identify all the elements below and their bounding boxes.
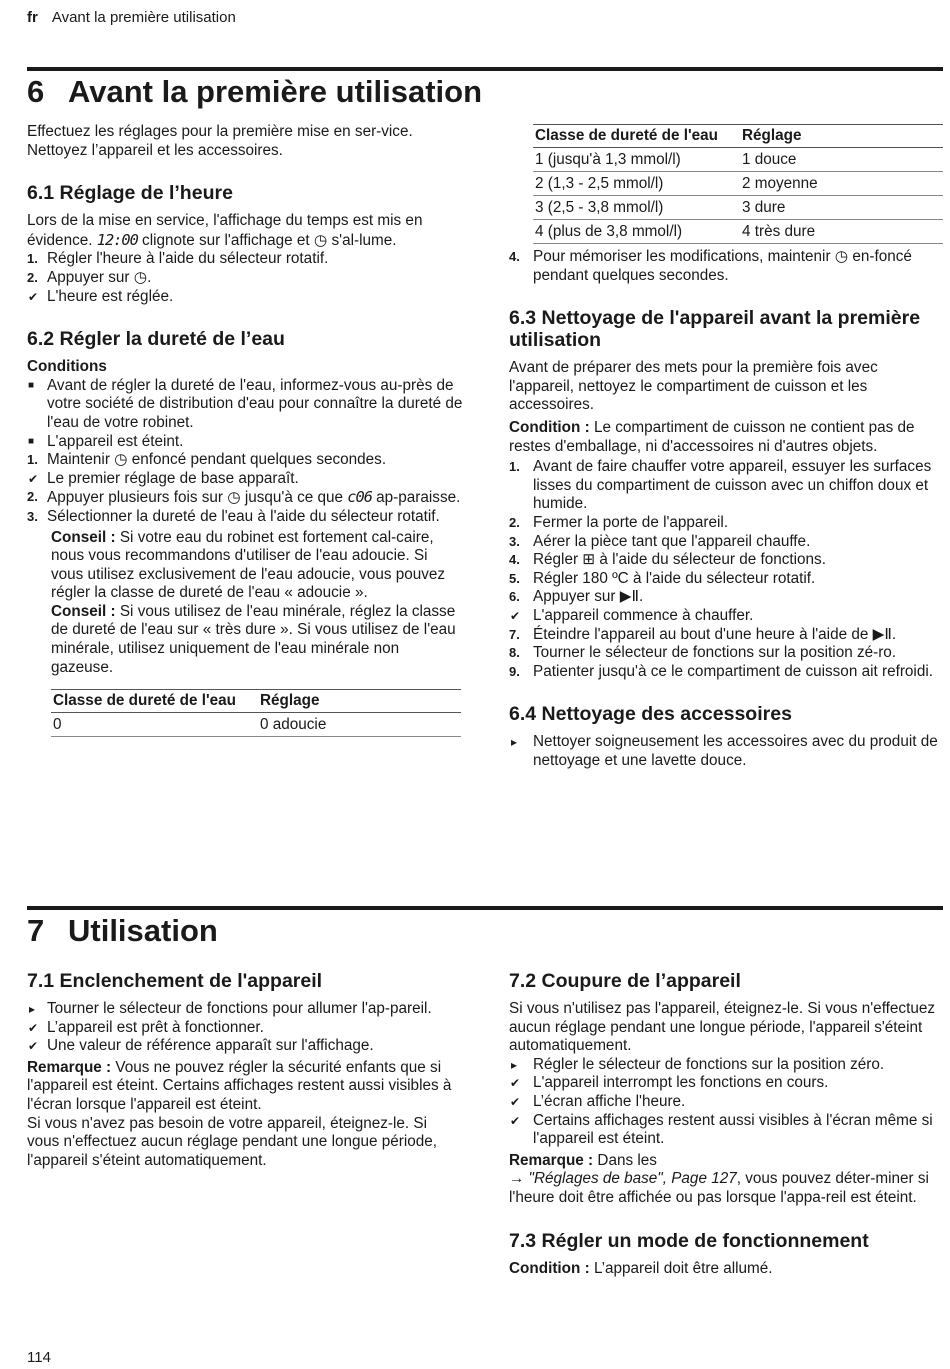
chapter-6-title: 6 Avant la première utilisation (27, 74, 483, 109)
list-item: 2. Fermer la porte de l'appareil. (509, 514, 945, 533)
table-header-row: Classe de dureté de l'eau Réglage (51, 690, 461, 713)
section-7-2-title: 7.2 Coupure de l’appareil (509, 970, 741, 992)
section-7-1-title: 7.1 Enclenchement de l'appareil (27, 970, 323, 992)
section-7-1-steps (27, 1000, 463, 1056)
section-6-4-steps (509, 733, 945, 770)
cross-reference-link[interactable]: → "Réglages de base", Page 127 (509, 1170, 737, 1188)
result-item: ✔ Certains affichages restent aussi visibles à l'écran même si l'appareil est éteint. (509, 1112, 945, 1149)
list-item: 1. Régler l'heure à l'aide du sélecteur rotatif. (27, 250, 463, 269)
chapter-7-right-column (509, 970, 945, 1278)
section-7-1-note-2: Si vous n'avez pas besoin de votre appareil, éteignez-le. Si vous n'effectuez aucun réglage pendant une longue période, l'appareil s'éteint automatiquement. (27, 1114, 438, 1169)
list-item: 1. Avant de faire chauffer votre appareil, essuyer les surfaces lisses du compartiment de cuisson avec un chiffon doux et humide. (509, 458, 945, 514)
section-6-2-title: 6.2 Régler la dureté de l’eau (27, 328, 285, 351)
result-item: ✔ L'appareil commence à chauffer. (509, 607, 945, 626)
clock-icon: ◷ (313, 231, 328, 249)
running-header (27, 9, 236, 28)
section-6-2-steps-cont (509, 248, 945, 285)
action-item: ▸ Tourner le sélecteur de fonctions pour allumer l'ap-pareil. (27, 1000, 463, 1019)
section-6-3-title: 6.3 Nettoyage de l'appareil avant la première utilisation (509, 307, 921, 352)
water-hardness-table-part-1 (51, 689, 461, 737)
section-6-3-intro: Avant de préparer des mets pour la première fois avec l'appareil, nettoyez le compartiment de cuisson et les accessoires. (509, 359, 878, 414)
tip-2: Conseil : Si vous utilisez de l'eau minérale, réglez la classe de dureté de l'eau sur « très dure ». Si vous utilisez de l'eau minérale, utilisez uniquement de l'eau minérale non gazeuse. (51, 602, 456, 676)
table-header-row: Classe de dureté de l'eau Réglage (533, 125, 943, 148)
list-item: 8. Tourner le sélecteur de fonctions sur la position zé-ro. (509, 644, 945, 663)
result-item: ✔ L’écran affiche l'heure. (509, 1093, 945, 1112)
section-6-1-title: 6.1 Réglage de l’heure (27, 182, 233, 205)
tip-1: Conseil : Si votre eau du robinet est fortement cal-caire, nous vous recommandons d'utiliser de l'eau adoucie. Si vous utilisez exclusivement de l'eau adoucie, vous pouvez régler la classe de dureté de l'eau « adoucie ». (51, 528, 446, 602)
list-item: 9. Patienter jusqu'à ce le compartiment de cuisson ait refroidi. (509, 663, 945, 682)
chapter-rule (27, 67, 943, 71)
section-7-3-condition: Condition : L’appareil doit être allumé. (509, 1259, 773, 1277)
list-item: 3. Aérer la pièce tant que l'appareil chauffe. (509, 533, 945, 552)
language-code: fr (27, 9, 38, 26)
display-code: c06 (347, 488, 372, 507)
result-item: ✔ L'appareil interrompt les fonctions en cours. (509, 1074, 945, 1093)
list-item: 4. Régler ⊞ à l'aide du sélecteur de fonctions. (509, 551, 945, 570)
section-7-1-note: Remarque : Vous ne pouvez régler la sécurité enfants que si l'appareil est éteint. Certains affichages restent aussi visibles à l'écran lorsque l'appareil est éteint. (27, 1058, 452, 1113)
table-row: 4 (plus de 3,8 mmol/l) 4 très dure (533, 220, 943, 244)
section-6-3-condition: Condition : Le compartiment de cuisson ne contient pas de restes d'emballage, ni d'accessoires ni d'autres objets. (509, 418, 915, 455)
result-item: ✔ L’appareil est prêt à fonctionner. (27, 1019, 463, 1038)
header-title: Avant la première utilisation (51, 9, 236, 26)
section-6-1-text: Lors de la mise en service, l'affichage du temps est mis en évidence. 12:00 clignote sur l'affichage et ◷ s'al-lume. (27, 212, 423, 249)
list-item: 2. Appuyer plusieurs fois sur ◷ jusqu'à ce que c06 ap-paraisse. (27, 488, 463, 508)
list-item: 4. Pour mémoriser les modifications, maintenir ◷ en-foncé pendant quelques secondes. (509, 248, 945, 285)
action-item: ▸ Nettoyer soigneusement les accessoires avec du produit de nettoyage et une lavette douce. (509, 733, 945, 770)
section-6-3-steps (509, 458, 945, 681)
section-6-2-steps (27, 377, 463, 527)
result-item: ✔ Une valeur de référence apparaît sur l'affichage. (27, 1037, 463, 1056)
result-item: ✔ Le premier réglage de base apparaît. (27, 470, 463, 489)
condition-item: ■ L'appareil est éteint. (27, 433, 463, 452)
result-item: ✔ L'heure est réglée. (27, 288, 463, 307)
section-6-1-steps (27, 250, 463, 306)
page-number: 114 (27, 1349, 51, 1366)
table-row: 3 (2,5 - 3,8 mmol/l) 3 dure (533, 196, 943, 220)
chapter-6-intro: Effectuez les réglages pour la première mise en ser-vice. Nettoyez l’appareil et les accessoires. (27, 123, 413, 159)
section-7-2-note: Remarque : Dans les → "Réglages de base", Page 127, vous pouvez déter-miner si l'heure doit être affichée ou pas lorsque l'appa-reil est éteint. (509, 1151, 929, 1206)
conditions-label: Conditions (27, 358, 107, 376)
water-hardness-table-part-2 (533, 124, 943, 244)
table-row: 0 0 adoucie (51, 713, 461, 737)
chapter-7-title: 7 Utilisation (27, 913, 218, 948)
condition-item: ■ Avant de régler la dureté de l'eau, informez-vous au-près de votre société de distribution d'eau pour connaître la dureté de l'eau de votre robinet. (27, 377, 463, 433)
list-item: 7. Éteindre l'appareil au bout d'une heure à l'aide de ▶︎Ⅱ. (509, 626, 945, 645)
chapter-rule (27, 906, 943, 910)
section-6-4-title: 6.4 Nettoyage des accessoires (509, 703, 792, 726)
list-item: 1. Maintenir ◷ enfoncé pendant quelques secondes. (27, 451, 463, 470)
section-7-2-intro: Si vous n'utilisez pas l'appareil, éteignez-le. Si vous n'effectuez aucun réglage pendant une longue période, l'appareil s'éteint automatiquement. (509, 1000, 935, 1055)
list-item: 2. Appuyer sur ◷. (27, 269, 463, 288)
action-item: ▸ Régler le sélecteur de fonctions sur la position zéro. (509, 1056, 945, 1075)
chapter-6-left-column (27, 123, 463, 737)
display-time: 12:00 (96, 230, 138, 249)
chapter-7-left-column (27, 970, 463, 1170)
list-item: 3. Sélectionner la dureté de l'eau à l'aide du sélecteur rotatif. (27, 508, 463, 527)
section-7-3-title: 7.3 Régler un mode de fonctionnement (509, 1229, 869, 1252)
chapter-6-right-column (509, 124, 945, 770)
list-item: 5. Régler 180 ºC à l'aide du sélecteur rotatif. (509, 570, 945, 589)
table-row: 1 (jusqu'à 1,3 mmol/l) 1 douce (533, 148, 943, 172)
list-item: 6. Appuyer sur ▶︎Ⅱ. (509, 588, 945, 607)
section-7-2-steps (509, 1056, 945, 1149)
table-row: 2 (1,3 - 2,5 mmol/l) 2 moyenne (533, 172, 943, 196)
